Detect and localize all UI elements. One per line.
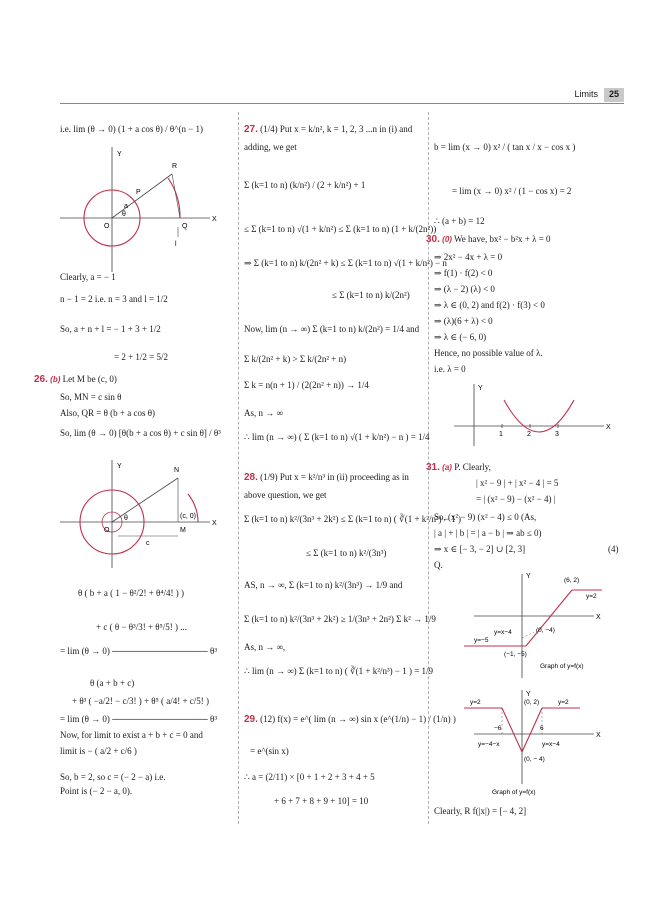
fig3-y-label: Y (478, 385, 483, 392)
fig1-x-label: X (212, 216, 217, 223)
c1-line-2: Clearly, a = − 1 (60, 272, 116, 282)
c2-line-6: ≤ Σ (k=1 to n) k/(2n²) (332, 290, 410, 300)
header-rule (60, 103, 624, 104)
c1-line-15: = lim (θ → 0) ─────────────── θ³ (60, 714, 218, 724)
c1-line-4: So, a + n + l = − 1 + 3 + 1/2 (60, 324, 161, 334)
c1-line-16: Now, for limit to exist a + b + c = 0 and (60, 730, 203, 740)
c2-line-7: Now, lim (n → ∞) Σ (k=1 to n) k/(2n²) = 1/4 and (244, 324, 420, 334)
left-descent (502, 708, 522, 752)
fig4-label-yneg5: y=−5 (474, 637, 489, 644)
c2-line-14: Σ (k=1 to n) k²/(3n³ + 2k²) ≤ Σ (k=1 to n) ( ∛(1 + k²/n³) − 1 ) (244, 514, 461, 524)
q28-number: 28. (244, 472, 258, 483)
fig2-y-label: Y (117, 463, 122, 470)
c1-line-10: θ ( b + a ( 1 − θ²/2! + θ⁴/4! ) ) (78, 588, 184, 598)
fig1-a-label: a (124, 203, 128, 210)
q31-number: 31. (426, 462, 440, 473)
c2-line-12: (1/9) Put x = k²/n³ in (ii) proceeding as in (260, 472, 409, 482)
fig5-label-yx4: y=x−4 (542, 741, 560, 748)
c1-line-3: n − 1 = 2 i.e. n = 3 and l = 1/2 (60, 294, 168, 304)
c1-line-13: θ (a + b + c) (90, 678, 135, 688)
c1-line-6: Let M be (c, 0) (62, 374, 117, 384)
c2-line-21: = e^(sin x) (250, 746, 289, 756)
fig1-y-label: Y (117, 151, 122, 158)
fig1-o-label: O (104, 223, 110, 230)
graph-f-figure (434, 568, 624, 684)
fig5-label-y2-right: y=2 (558, 699, 569, 706)
c2-line-8: Σ k/(2n² + k) > Σ k/(2n² + n) (244, 354, 347, 364)
fig5-label-y-neg4-x: y=−4−x (478, 741, 500, 748)
c3-line-17: | a | + | b | = | a − b | ⇒ ab ≤ 0) (434, 528, 542, 538)
c1-line-17: limit is − ( a/2 + c/6 ) (60, 746, 137, 756)
c3-line-1: b = lim (x → 0) x² / ( tan x / x − cos x ) (434, 142, 576, 152)
column-divider-1 (238, 112, 239, 824)
c2-line-23: + 6 + 7 + 8 + 9 + 10] = 10 (274, 796, 369, 806)
c3-line-5: ⇒ 2x² − 4x + λ = 0 (434, 252, 503, 262)
fig5-tick-6: 6 (540, 725, 544, 732)
q30-number: 30. (426, 234, 440, 245)
c3-line-4: We have, bx² − b²x + λ = 0 (454, 234, 551, 244)
fig1-p-label: P (136, 189, 141, 196)
fig5-caption: Graph of y=f(x) (492, 789, 536, 796)
fig4-label-yx4: y=x−4 (494, 629, 512, 636)
c3-line-13: P. Clearly, (454, 462, 491, 472)
fig2-x-label: X (212, 520, 217, 527)
c1-line-18: So, b = 2, so c = (− 2 − a) i.e. (60, 772, 166, 782)
fig3-tick-3: 3 (555, 431, 559, 438)
c3-line-2: = lim (x → 0) x² / (1 − cos x) = 2 (452, 186, 572, 196)
column-1 (34, 110, 232, 830)
fig3-x-label: X (606, 424, 611, 431)
chapter-title: Limits (574, 89, 598, 99)
c1-line-9: So, lim (θ → 0) [θ(b + a cos θ) + c sin θ] / θ³ (60, 428, 221, 438)
fig5-tick-neg6: −6 (494, 725, 502, 732)
c1-line-7: So, MN = c sin θ (60, 392, 122, 402)
c3-line-3: ∴ (a + b) = 12 (434, 216, 485, 226)
c2-line-20: (12) f(x) = e^( lim (n → ∞) sin x (e^(1/n) − 1) / (1/n) ) (260, 714, 456, 724)
c3-line-8: ⇒ λ ∈ (0, 2) and f(2) · f(3) < 0 (434, 300, 545, 310)
q26-answer: (b) (50, 375, 61, 384)
c3-line-18: ⇒ x ∈ [− 3, − 2] ∪ [2, 3] (434, 544, 526, 554)
c2-line-3: Σ (k=1 to n) (k/n²) / (2 + k/n²) + 1 (244, 180, 366, 190)
fig4-caption: Graph of y=f(x) (540, 663, 584, 670)
fig2-m-label: M (180, 527, 186, 534)
c2-line-18: As, n → ∞, (244, 642, 286, 652)
column-3 (426, 110, 624, 830)
line-y-x-4 (526, 590, 572, 646)
c2-line-9: Σ k = n(n + 1) / (2(2n² + n)) → 1/4 (244, 380, 369, 390)
graph-f-abs-figure (434, 686, 624, 802)
fig4-label-y2: y=2 (586, 593, 597, 600)
fig3-tick-1: 1 (499, 431, 503, 438)
q26-heading (34, 374, 117, 385)
fig1-r-label: R (172, 163, 178, 170)
q29-heading (244, 714, 456, 725)
c3-line-6: ⇒ f(1) · f(2) < 0 (434, 268, 493, 278)
unit-circle-figure (60, 142, 232, 272)
circle-figure-2 (60, 450, 232, 570)
c2-line-10: As, n → ∞ (244, 408, 283, 418)
fig2-o-label: O (104, 527, 110, 534)
c2-line-17: Σ (k=1 to n) k²/(3n³ + 2k²) ≥ 1/(3n³ + 2n²) Σ k² → 1/9 (244, 614, 436, 624)
c1-line-11: + c ( θ − θ³/3! + θ⁵/5! ) ... (96, 622, 187, 632)
right-ascent (522, 708, 542, 752)
fig3-tick-2: 2 (527, 431, 531, 438)
page-number: 25 (604, 88, 624, 102)
ray-op (112, 174, 172, 218)
c3-line-15: = | (x² − 9) − (x² − 4) | (476, 494, 556, 504)
fig5-x-label: X (596, 732, 601, 739)
c1-line-12: = lim (θ → 0) ─────────────── θ³ (60, 646, 218, 656)
c3-line-14: | x² − 9 | + | x² − 4 | = 5 (476, 478, 559, 488)
c1-line-5: = 2 + 1/2 = 5/2 (114, 352, 168, 362)
c3-line-9: ⇒ (λ)(6 + λ) < 0 (434, 316, 493, 326)
c2-line-1: (1/4) Put x = k/n², k = 1, 2, 3 ...n in (i) and (260, 124, 413, 134)
q28-heading (244, 472, 409, 483)
fig4-point-0-neg4: (0, −4) (536, 627, 555, 634)
fig4-point-6-2: (6, 2) (564, 577, 580, 584)
fig2-theta-label: θ (124, 515, 128, 522)
c2-line-15: ≤ Σ (k=1 to n) k²/(3n³) (306, 548, 387, 558)
parabola (504, 400, 574, 432)
fig4-point-neg1-neg5: (−1, −5) (504, 651, 527, 658)
fig5-point-0-neg4: (0, − 4) (524, 756, 545, 763)
c1-line-1: i.e. lim (θ → 0) (1 + a cos θ) / θ^(n − 1) (60, 124, 204, 134)
fig2-c-label: c (146, 540, 150, 547)
q30-heading (426, 234, 551, 245)
ray (112, 478, 178, 522)
c2-line-16: AS, n → ∞, Σ (k=1 to n) k²/(3n³) → 1/9 and (244, 580, 403, 590)
fig5-point-0-2: (0, 2) (524, 699, 540, 706)
c2-line-13: above question, we get (244, 490, 327, 500)
fig5-label-y2-left: y=2 (470, 699, 481, 706)
fig2-c0-label: (c, 0) (180, 513, 196, 520)
c3-line-21: Clearly, R f(|x|) = [− 4, 2] (434, 806, 527, 816)
c2-line-5: ⇒ Σ (k=1 to n) k/(2n² + k) ≤ Σ (k=1 to n) √(1 + k/n²) − n (244, 258, 447, 268)
c1-line-19: Point is (− 2 − a, 0). (60, 786, 133, 796)
c3-line-16: So, (x² − 9) (x² − 4) ≤ 0 (As, (434, 512, 537, 522)
fig1-l-label: l (175, 241, 177, 248)
fig4-x-label: X (596, 614, 601, 621)
c3-line-20: Q. (434, 560, 443, 570)
fig1-q-label: Q (182, 223, 188, 230)
c3-line-10: ⇒ λ ∈ (− 6, 0) (434, 332, 487, 342)
c3-line-11: Hence, no possible value of λ. (434, 348, 543, 358)
segment-rq (172, 174, 180, 218)
c2-line-4: ≤ Σ (k=1 to n) √(1 + k/n²) ≤ Σ (k=1 to n) (1 + k/(2n²)) (244, 224, 437, 234)
q27-number: 27. (244, 124, 258, 135)
page-header (574, 88, 624, 102)
q30-answer: (0) (442, 235, 452, 244)
fig5-y-label: Y (526, 691, 531, 698)
q26-number: 26. (34, 374, 48, 385)
c1-line-8: Also, QR = θ (b + a cos θ) (60, 408, 156, 418)
c1-line-14: + θ³ ( −a/2! − c/3! ) + θ⁵ ( a/4! + c/5! ) (72, 696, 210, 706)
c2-line-22: ∴ a = (2/11) × [0 + 1 + 2 + 3 + 4 + 5 (244, 772, 375, 782)
c2-line-2: adding, we get (244, 142, 297, 152)
c3-line-19: (4) (608, 544, 619, 554)
q31-heading (426, 462, 491, 473)
c2-line-19: ∴ lim (n → ∞) Σ (k=1 to n) ( ∛(1 + k²/n³) − 1 ) = 1/9 (244, 666, 434, 676)
c3-line-12: i.e. λ = 0 (434, 364, 466, 374)
q31-answer: (a) (442, 463, 452, 472)
fig4-y-label: Y (526, 573, 531, 580)
q27-heading (244, 124, 412, 135)
parabola-figure (454, 380, 614, 450)
c2-line-11: ∴ lim (n → ∞) ( Σ (k=1 to n) √(1 + k/n²) − n ) = 1/4 (244, 432, 430, 442)
fig1-theta-label: θ (122, 211, 126, 218)
fig2-n-label: N (174, 467, 180, 474)
c3-line-7: ⇒ (λ − 2) (λ) < 0 (434, 284, 495, 294)
q29-number: 29. (244, 714, 258, 725)
